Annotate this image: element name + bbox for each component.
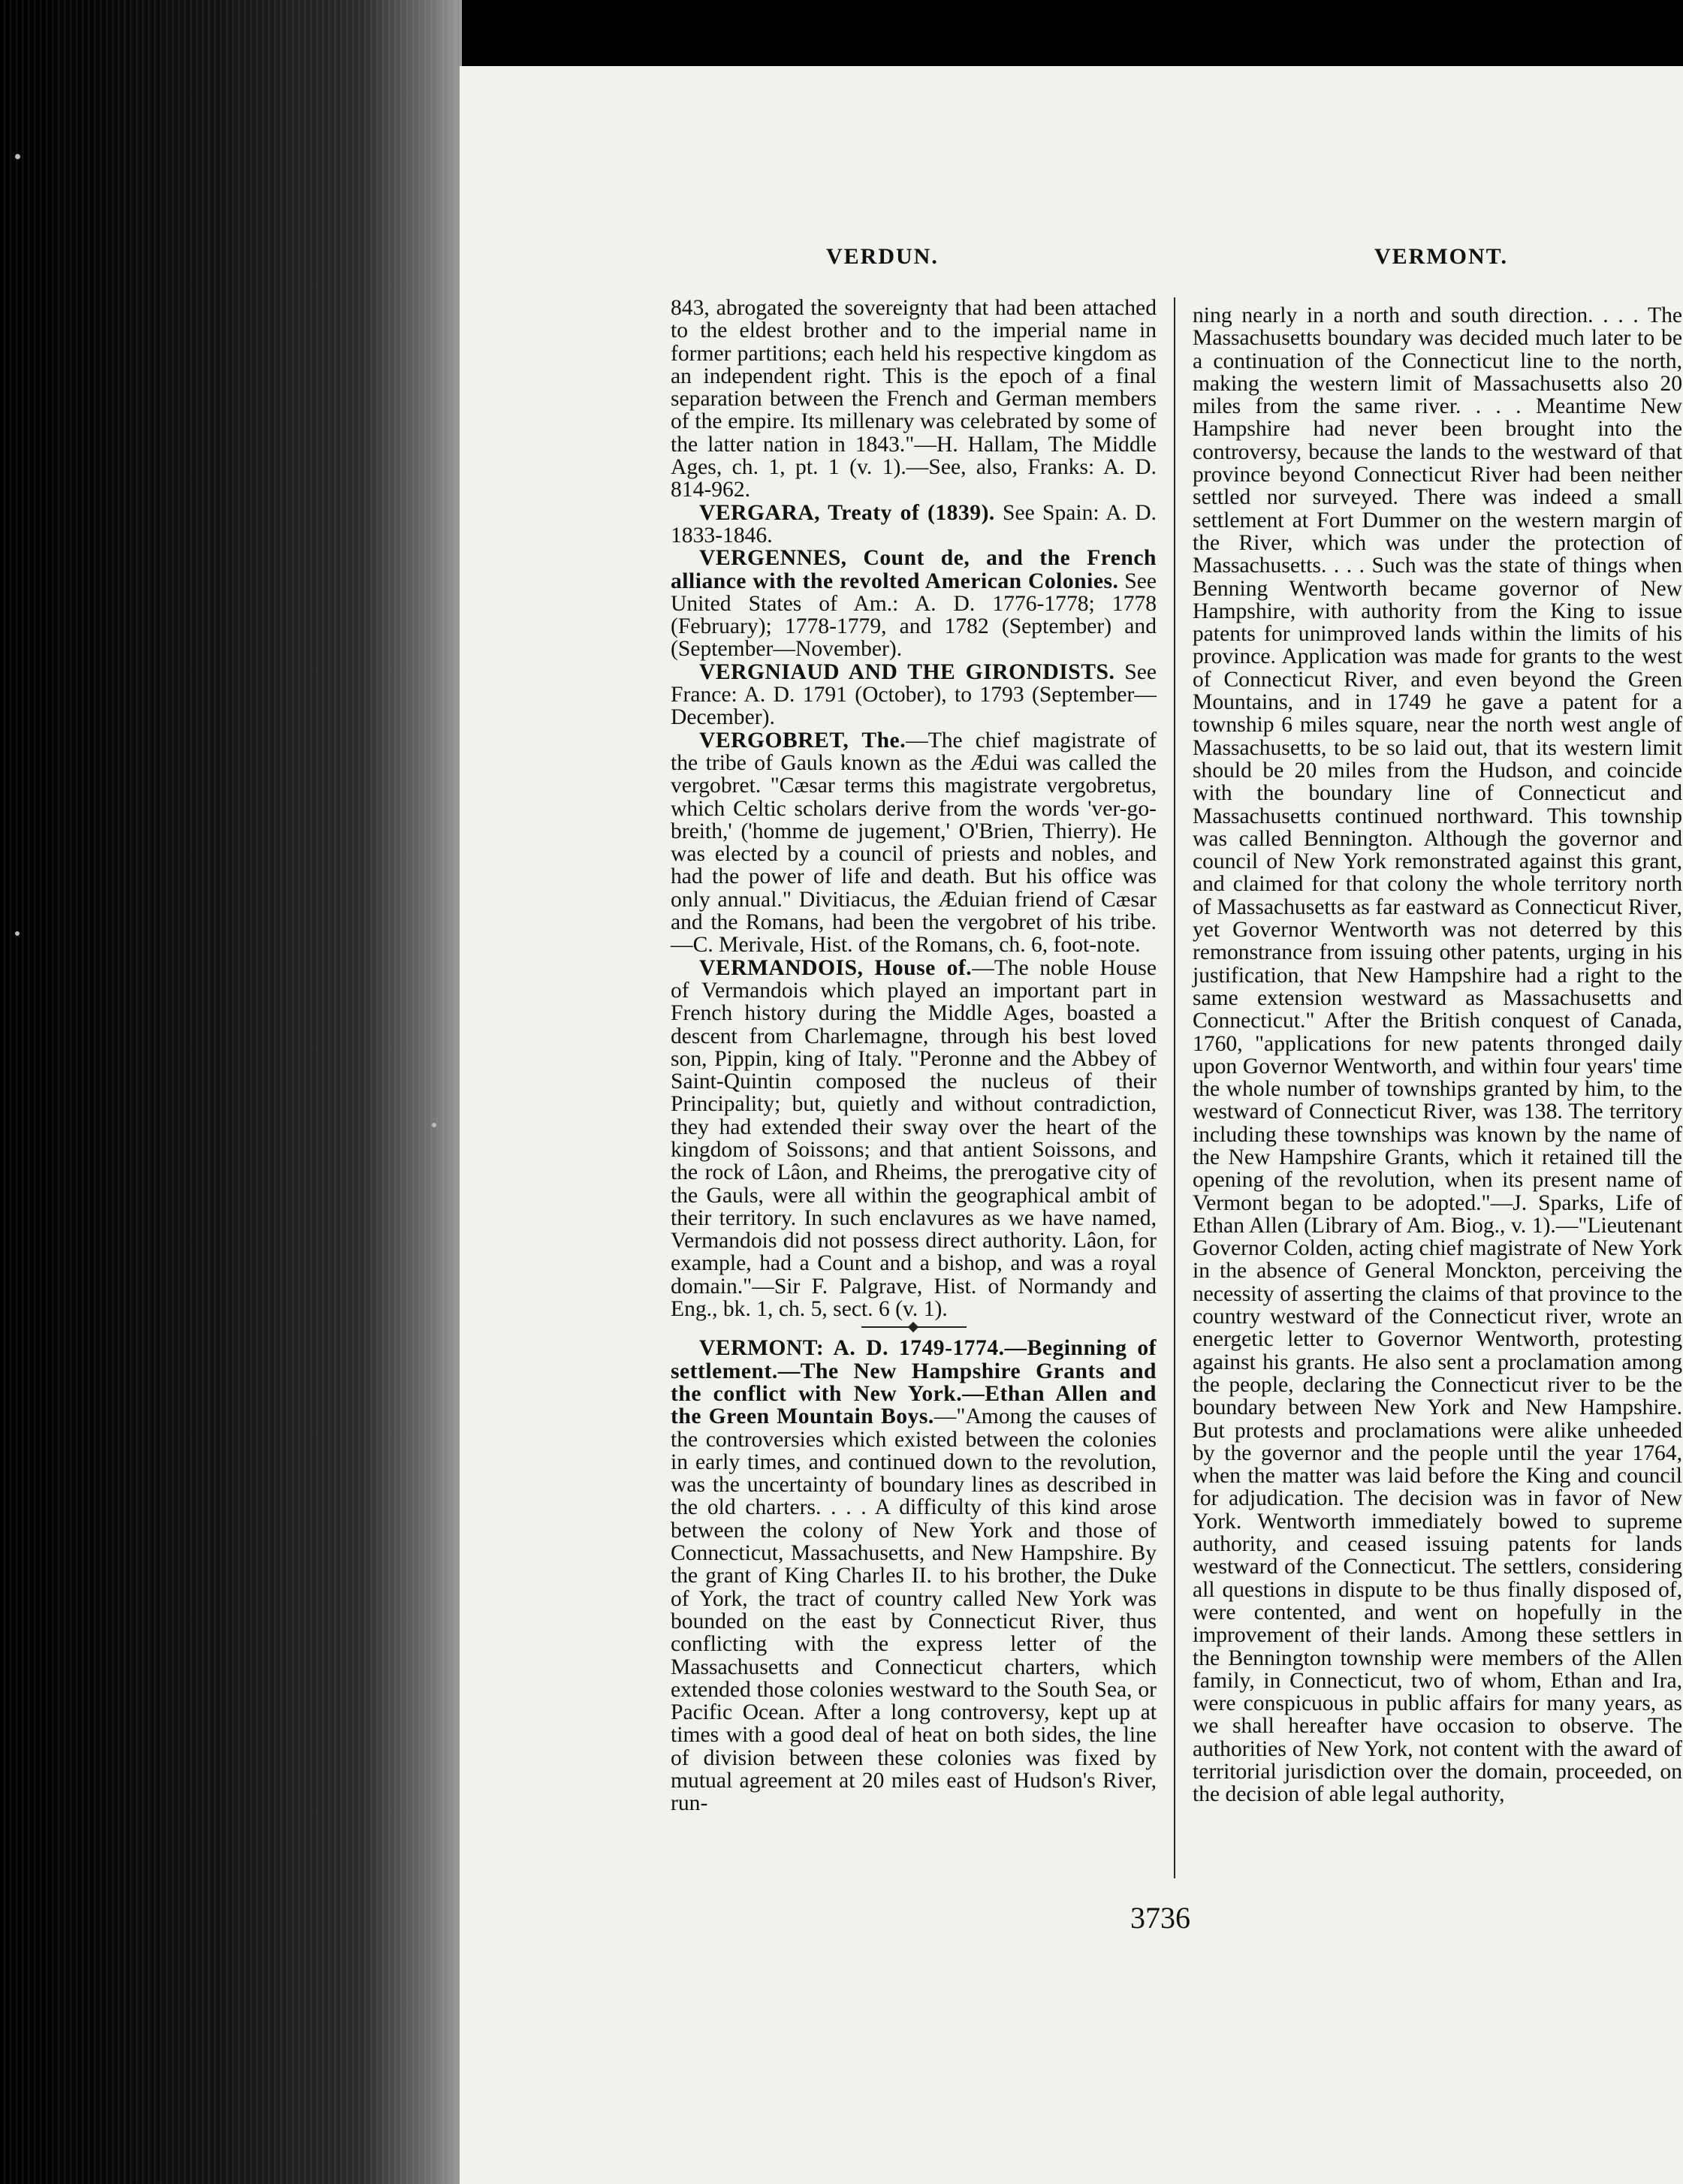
dust-speck [432,1123,436,1127]
paragraph-continued: 843, abrogated the sovereignty that had been attached to the eldest brother and to the imperial name in former partitions; each held his respective kingdom as an independent right. This is the epoch of a final separation between the French and German members of the empire. Its millenary was celebrated by some of the latter nation in 1843."—H. Hallam, The Middle Ages, ch. 1, pt. 1 (v. 1).—See, also, Franks: A. D. 814-962. [671,296,1157,502]
section-divider-ornament [861,1322,967,1332]
left-column [671,297,1157,1815]
right-column [1193,304,1682,1806]
book-edge [0,0,462,2184]
entry-vermandois [671,957,1157,1321]
entry-heading: VERGOBRET, The. [699,728,906,753]
entry-heading: VERMONT: A. D. 1749-1774.—Beginning of settlement.—The New Hampshire Grants and the conflict with New York.—Ethan Allen and the Green Mountain Boys. [671,1336,1157,1429]
entry-heading: VERGNIAUD AND THE GIRONDISTS. [699,659,1115,684]
entry-text: See France: A. D. 1791 (October), to 1793 (September—December). [671,659,1157,730]
running-head-left: VERDUN. [826,244,939,269]
entry-text: —The noble House of Vermandois which played an important part in French history during the Middle Ages, boasted a descent from Charlemagne, through his best loved son, Pippin, king of Italy. "Peronne and the Abbey of Saint-Quintin composed the nucleus of their Principality; but, quietly and without contradiction, they had extended their sway over the heart of the kingdom of Soissons; and that antient Soissons, and the rock of Lâon, and Rheims, the prerogative city of the Gauls, were all within the geographical ambit of their territory. In such enclavures as we have named, Vermandois did not possess direct authority. Lâon, for example, had a Count and a bishop, and was a royal domain."—Sir F. Palgrave, Hist. of Normandy and Eng., bk. 1, ch. 5, sect. 6 (v. 1). [671,955,1157,1322]
entry-vermont [671,1337,1157,1814]
column-rule [1174,297,1175,1878]
entry-text: See Spain: A. D. 1833-1846. [671,500,1157,548]
dust-speck [15,931,20,936]
entry-heading: VERGARA, Treaty of (1839). [699,500,995,525]
entry-vergennes [671,547,1157,660]
entry-vergniaud [671,661,1157,729]
entry-vergara [671,502,1157,548]
entry-heading: VERGENNES, Count de, and the French alliance with the revolted American Colonies. [671,546,1157,593]
entry-heading: VERMANDOIS, House of. [699,955,973,980]
running-head-right: VERMONT. [1374,244,1508,269]
dust-speck [15,154,20,159]
entry-text: —The chief magistrate of the tribe of Gauls known as the Ædui was called the vergobret. "Cæsar terms this magistrate vergobretus, which Celtic scholars derive from the words 'ver-go-breith,' ('homme de jugement,' O'Brien, Thierry). He was elected by a council of priests and nobles, and had the power of life and death. But his office was only annual." Divitiacus, the Æduian friend of Cæsar and the Romans, had been the vergobret of his tribe.—C. Merivale, Hist. of the Romans, ch. 6, foot-note. [671,728,1157,958]
paragraph-continued: ning nearly in a north and south direction. . . . The Massachusetts boundary was decided much later to be a continuation of the Connecticut line to the north, making the western limit of Massachusetts also 20 miles from the same river. . . . Meantime New Hampshire had never been brought into the controversy, because the lands to the westward of that province beyond Connecticut River had been neither settled nor surveyed. There was indeed a small settlement at Fort Dummer on the western margin of the River, which was under the protection of Massachusetts. . . . Such was the state of things when Benning Wentworth became governor of New Hampshire, with authority from the King to issue patents for unimproved lands within the limits of his province. Application was made for grants to the west of Connecticut River, and even beyond the Green Mountains, and in 1749 he gave a patent for a township 6 miles square, near the north west angle of Massachusetts, to be so laid out, that its western limit should be 20 miles from the Hudson, and coincide with the boundary line of Connecticut and Massachusetts continued northward. This township was called Bennington. Although the governor and council of New York remonstrated against this grant, and claimed for that colony the whole territory north of Massachusetts as far eastward as Connecticut River, yet Governor Wentworth was not deterred by this remonstrance from issuing other patents, urging in his justification, that New Hampshire had a right to the same extension westward as Massachusetts and Connecticut." After the British conquest of Canada, 1760, "applications for new patents thronged daily upon Governor Wentworth, and within four years' time the whole number of townships granted by him, to the westward of Connecticut River, was 138. The territory including these townships was known by the name of the New Hampshire Grants, which it retained till the opening of the revolution, when its present name of Vermont began to be adopted."—J. Sparks, Life of Ethan Allen (Library of Am. Biog., v. 1).—"Lieutenant Governor Colden, acting chief magistrate of New York in the absence of General Monckton, perceiving the necessity of asserting the claims of that province to the country westward of the Connecticut river, wrote an energetic letter to Governor Wentworth, protesting against his grants. He also sent a proclamation among the people, declaring the Connecticut river to be the boundary between New York and New Hampshire. But protests and proclamations were alike unheeded by the governor and the people until the year 1764, when the matter was laid before the King and council for adjudication. The decision was in favor of New York. Wentworth immediately bowed to supreme authority, and ceased issuing patents for lands westward of the Connecticut. The settlers, considering all questions in dispute to be thus finally disposed of, were contented, and went on hopefully in the improvement of their lands. Among these settlers in the Bennington township were members of the Allen family, in Connecticut, two of whom, Ethan and Ira, were conspicuous in public affairs for many years, as we shall hereafter have occasion to observe. The authorities of New York, not content with the award of territorial jurisdiction over the domain, proceeded, on the decision of able legal authority, [1193,303,1682,1807]
entry-text: See United States of Am.: A. D. 1776-1778; 1778 (February); 1778-1779, and 1782 (September) and (September—November). [671,569,1157,662]
entry-vergobret [671,729,1157,957]
entry-text: —"Among the causes of the controversies which existed between the colonies in early times, and continued down to the revolution, was the uncertainty of boundary lines as described in the old charters. . . . A difficulty of this kind arose between the colony of New York and those of Connecticut, Massachusetts, and New Hampshire. By the grant of King Charles II. to his brother, the Duke of York, the tract of country called New York was bounded on the east by Connecticut River, thus conflicting with the express letter of the Massachusetts and Connecticut charters, which extended those colonies westward to the South Sea, or Pacific Ocean. After a long controversy, kept up at times with a good deal of heat on both sides, the line of division between these colonies was fixed by mutual agreement at 20 miles east of Hudson's River, run- [671,1404,1157,1816]
page-number: 3736 [1130,1901,1190,1935]
